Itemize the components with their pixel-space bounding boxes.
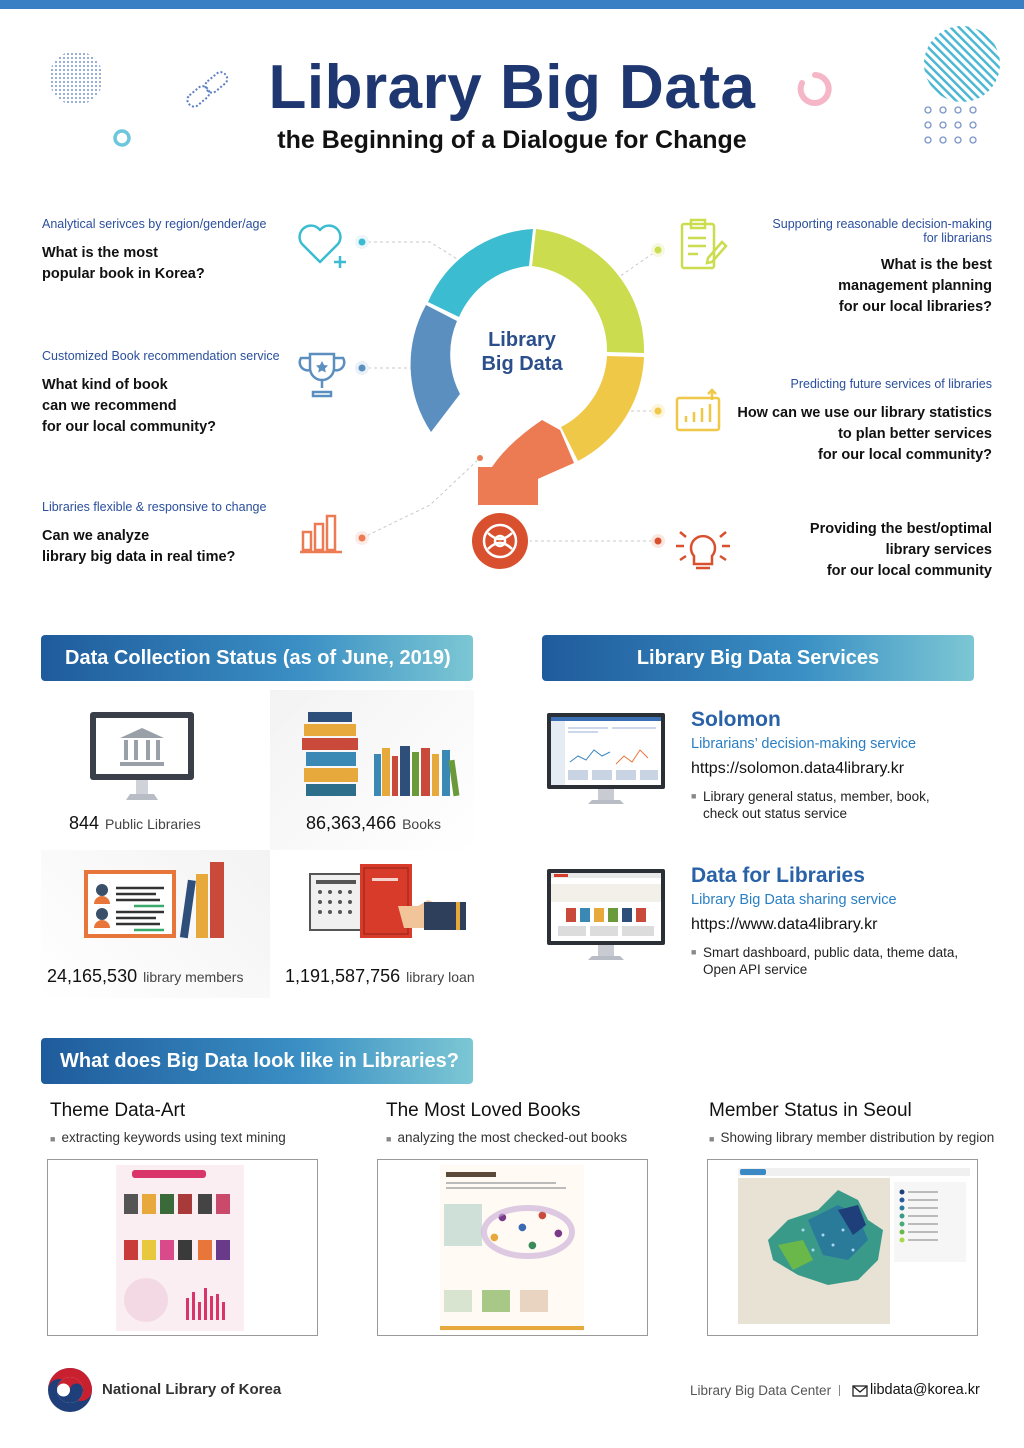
- collection-banner: Data Collection Status (as of June, 2019): [41, 635, 473, 681]
- bigdata-item-2: [386, 1100, 676, 1145]
- bullet-icon: ■: [691, 791, 697, 801]
- bigdata-item-1: [50, 1100, 340, 1145]
- bullet-icon: ■: [709, 1134, 715, 1144]
- question-line: popular book in Korea?: [42, 266, 205, 282]
- center-label: [462, 328, 582, 376]
- question-line: What is the best: [880, 257, 992, 273]
- theme-data-art-thumbnail[interactable]: [47, 1159, 318, 1336]
- stat-loan: [285, 966, 475, 987]
- question-line: What is the most: [42, 245, 159, 261]
- bank-monitor-icon: [88, 710, 198, 802]
- center-label-line1: Library: [488, 329, 556, 351]
- footer-center-name: Library Big Data Center: [690, 1383, 832, 1398]
- service-data4library: [691, 864, 991, 978]
- bigdata-title: Member Status in Seoul: [709, 1100, 912, 1121]
- top-accent-bar: [0, 0, 1024, 9]
- heart-plus-icon: [296, 220, 350, 270]
- stat-label: Public Libraries: [105, 816, 201, 832]
- stat-books: [306, 813, 441, 834]
- services-banner: Library Big Data Services: [542, 635, 974, 681]
- question-line: for our local community?: [817, 447, 992, 463]
- service-title: Solomon: [691, 708, 781, 731]
- service-desc-line: check out status service: [703, 806, 848, 821]
- svg-text:●: ●: [554, 1228, 563, 1239]
- data4library-screenshot: [546, 868, 666, 964]
- stat-members: [47, 966, 243, 987]
- question-right-1: [702, 217, 992, 318]
- books-icon: [300, 708, 462, 800]
- footer-divider: [839, 1385, 840, 1396]
- most-loved-books-thumbnail[interactable]: [377, 1159, 648, 1336]
- svg-text:●: ●: [498, 1212, 507, 1223]
- center-label-line2: Big Data: [481, 353, 563, 375]
- stat-number: 844: [69, 813, 100, 833]
- question-line: What kind of book: [42, 377, 168, 393]
- stat-label: library members: [143, 969, 244, 985]
- footer-email-link[interactable]: libdata@korea.kr: [870, 1382, 980, 1398]
- solomon-screenshot: [546, 712, 666, 808]
- loan-book-icon: [306, 862, 470, 942]
- bigdata-desc-text: analyzing the most checked-out books: [397, 1130, 628, 1145]
- bigdata-desc: [50, 1130, 340, 1145]
- question-line: library big data in real time?: [42, 549, 236, 565]
- question-line: for our local community: [826, 563, 992, 579]
- service-url-link[interactable]: https://solomon.data4library.kr: [691, 760, 905, 777]
- question-right-3: [742, 519, 992, 582]
- service-desc: [691, 788, 991, 822]
- question-line: Can we analyze: [42, 528, 150, 544]
- bigdata-desc-text: Showing library member distribution by region: [720, 1130, 995, 1145]
- service-desc-line: Smart dashboard, public data, theme data,: [703, 945, 959, 960]
- question-left-2: [42, 349, 302, 438]
- stat-label: library loan: [406, 969, 475, 985]
- question-line: to plan better services: [838, 426, 992, 442]
- service-subtitle: Librarians’ decision-making service: [691, 736, 917, 752]
- bullet-icon: ■: [691, 947, 697, 957]
- stat-number: 86,363,466: [306, 813, 397, 833]
- bigdata-desc: [709, 1130, 1009, 1145]
- question-line: How can we use our library statistics: [737, 405, 992, 421]
- service-desc: [691, 944, 991, 978]
- bigdata-banner: What does Big Data look like in Libraries?: [41, 1038, 473, 1084]
- question-line: Providing the best/optimal: [809, 521, 992, 537]
- service-desc-line: Open API service: [703, 962, 808, 977]
- member-status-seoul-thumbnail[interactable]: [707, 1159, 978, 1336]
- svg-text:●: ●: [518, 1222, 527, 1233]
- question-line: can we recommend: [42, 398, 177, 414]
- svg-text:●: ●: [490, 1232, 499, 1243]
- page-subtitle: the Beginning of a Dialogue for Change: [277, 126, 747, 154]
- stat-number: 1,191,587,756: [285, 966, 401, 986]
- question-left-3: [42, 500, 302, 568]
- bigdata-desc: [386, 1130, 676, 1145]
- question-label: Supporting reasonable decision-making: [772, 217, 992, 231]
- question-right-2: [692, 377, 992, 466]
- stat-libraries: [69, 813, 201, 834]
- question-line: for our local community?: [42, 419, 217, 435]
- question-line: for our local libraries?: [838, 299, 992, 315]
- bar-chart-icon: [298, 512, 346, 554]
- footer-org-name: National Library of Korea: [102, 1381, 282, 1398]
- bigdata-item-3: [709, 1100, 1009, 1145]
- lightbulb-icon: [674, 524, 732, 574]
- svg-text:●: ●: [528, 1240, 537, 1251]
- question-label: for librarians: [923, 231, 992, 245]
- service-url-link[interactable]: https://www.data4library.kr: [691, 916, 878, 933]
- bullet-icon: ■: [386, 1134, 392, 1144]
- bullet-icon: ■: [50, 1134, 56, 1144]
- question-label: Predicting future services of libraries: [790, 377, 992, 391]
- bigdata-desc-text: extracting keywords using text mining: [61, 1130, 286, 1145]
- question-label: Libraries flexible & responsive to change: [42, 500, 267, 514]
- stat-label: Books: [402, 816, 442, 832]
- service-subtitle: Library Big Data sharing service: [691, 892, 897, 908]
- bigdata-title: Theme Data-Art: [50, 1100, 186, 1121]
- service-title: Data for Libraries: [691, 864, 865, 887]
- mail-icon: [852, 1385, 868, 1397]
- question-label: Customized Book recommendation service: [42, 349, 280, 363]
- service-solomon: [691, 708, 991, 822]
- question-label: Analytical serivces by region/gender/age: [42, 217, 267, 231]
- page-title: Library Big Data: [268, 53, 756, 122]
- trophy-icon: [296, 350, 348, 398]
- question-line: management planning: [838, 278, 992, 294]
- bigdata-title: The Most Loved Books: [386, 1100, 581, 1121]
- svg-text:●: ●: [538, 1210, 547, 1221]
- stat-number: 24,165,530: [47, 966, 138, 986]
- question-line: library services: [885, 542, 992, 558]
- member-board-icon: [84, 858, 230, 944]
- question-left-1: [42, 217, 302, 285]
- service-desc-line: Library general status, member, book,: [703, 789, 930, 804]
- nlk-logo: [47, 1367, 93, 1413]
